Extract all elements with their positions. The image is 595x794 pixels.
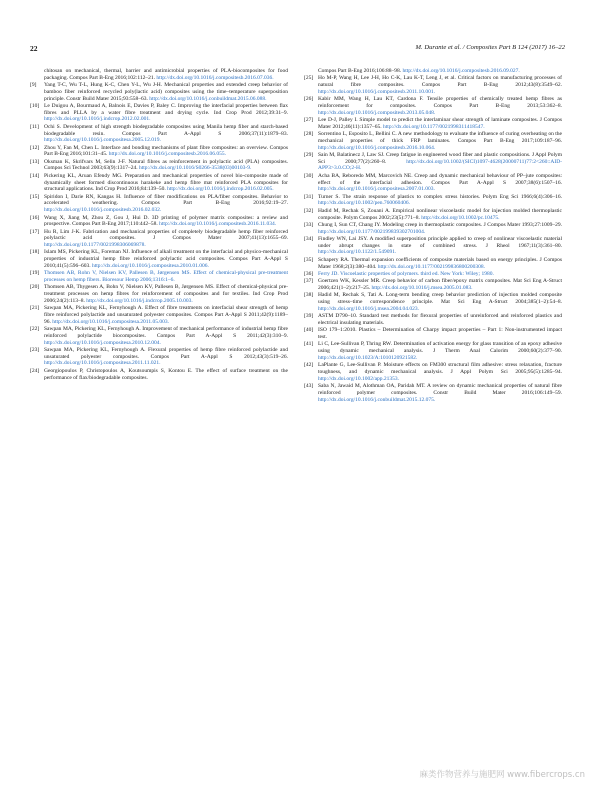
reference-entry [304,68,562,75]
reference-text: Pickering KL, Aruan Efendy MG. Preparation and mechanical properties of novel bio-composite made of dynamically sheet formed discontinuous harakeke and hemp fibre mat reinforced PLA composites for structural applications. Ind Crop Prod 2016;84:139–50. [44,172,288,193]
reference-number: [43] [304,383,314,390]
reference-link[interactable]: http://dx.doi.org/10.1016/j.compositesb.2016.09.027. [402,68,520,74]
reference-number: [19] [30,270,40,277]
reference-text: Sawpan MA, Pickering KL, Fernyhough A. Effect of fibre treatments on interfacial shear strength of hemp fibre reinforced polylactide and unsaturated polyester composites. Compos Part A-Appl S 2011;42(9):1189–96. [44,305,288,325]
reference-text: Oksman K, Skrifvars M, Selin J-F. Natural fibres as reinforcement in polylactic acid (PLA) composites. Compos Sci Technol 2003;63(9):1317–24. [44,158,288,172]
reference-text: Islam MS, Pickering KL, Foreman NJ. Influence of alkali treatment on the interfacial and physico-mechanical properties of industrial hemp fibre reinforced polylactic acid composites. Compos Part A-Appl S 2010;41(5):596–603. [44,249,288,269]
reference-number: [27] [304,117,314,124]
reference-link[interactable]: http://dx.doi.org/10.1016/j.msea.2005.01.083. [371,284,473,291]
reference-number: [14] [30,172,40,179]
reference-number: [37] [304,278,314,285]
reference-link[interactable]: http://dx.doi.org/10.1016/j.compositesb.2011.10.001. [318,88,436,95]
reference-entry [304,383,562,403]
reference-text: Turner S. The strain response of plastics to complex stress histories. Polym Eng Sci 1966;6(4):306–16. [318,193,562,200]
reference-number: [26] [304,96,314,103]
reference-number: [36] [304,270,314,277]
reference-text: Sawpan MA, Pickering KL, Fernyhough A. Flexural properties of hemp fibre reinforced polylactide and unsaturated polyester composites. Compos Part A-Appl S 2012;43(3):519–26. [44,346,288,360]
reference-number: [41] [304,341,314,348]
reference-link[interactable]: http://dx.doi.org/10.1177/0021998311418547. [383,123,485,130]
reference-text: Sawpan MA, Pickering KL, Fernyhough A. Improvement of mechanical performance of industrial hemp fibre reinforced polylactide biocomposites. Compos Part A-Appl S 2011;42(3):310–9. [44,326,288,339]
reference-text: Saba N, Jawaid M, Alothman OA, Paridah MT. A review on dynamic mechanical properties of natural fibre reinforced polymer composites. Constr Build Mater 2016;106:149–59. [318,383,562,396]
reference-text: Ho M-P, Wang H, Lee J-H, Ho C-K, Lau K-T, Leng J, et al. Critical factors on manufacturing processes of natural fibre composites. Compos Part B-Eng 2012;43(8):3549–62. [318,75,562,89]
reference-link[interactable]: http://dx.doi.org/10.1016/j.indcrop.2016.02.005. [167,186,274,193]
reference-text: Hadid M, Rechak S, Tati A. Long-term bending creep behavior prediction of injection molded composite using stress–time correspondence principle. Mat Sci Eng A-Struct 2004;385(1–2):54–8. [318,292,562,306]
reference-entry [30,215,288,229]
reference-number: [22] [30,326,40,333]
reference-number: [40] [304,327,314,334]
reference-number: [15] [30,193,40,200]
reference-text: Goertzen WK, Kessler MR. Creep behavior of carbon fiber/epoxy matrix composites. Mat Sci Eng A-Struct 2006;421(1–2):217–25. [318,278,562,291]
reference-link[interactable]: http://dx.doi.org/10.1016/S0266-3538(03)00103-9. [139,165,252,172]
reference-number: [16] [30,214,40,221]
reference-text: Yang T-C, Wu T-L, Hung K-C, Chen Y-L, Wu J-H. Mechanical properties and extended creep behavior of bamboo fiber reinforced recycled poly(lactic acid) composites using the time–temperature superposition principle. Constr Build Mater 2015;93:558–63. [44,82,288,102]
reference-entry [304,278,562,292]
reference-entry [30,249,288,269]
reference-text: Ochi S. Development of high strength biodegradable composites using Manila hemp fiber and starch-based biodegradable resin. Compos Part A-Appl S 2006;37(11):1879–83. [44,123,288,137]
reference-number: [17] [30,228,40,235]
reference-text: Sain M, Balatinecz J, Law SJ. Creep fatigue in engineered wood fiber and plastic compositions. J Appl Polym Sci 2000;77(2):260–8. [318,151,562,165]
reference-entry [30,305,288,325]
reference-number: [12] [30,144,40,151]
reference-link[interactable]: http://dx.doi.org/10.1016/j.compositesa.2005.12.019. [44,137,161,144]
reference-number: [29] [304,151,314,158]
reference-link[interactable]: http://dx.doi.org/10.1002/app.21353. [318,375,400,382]
reference-entry [304,75,562,95]
reference-link[interactable]: http://dx.doi.org/10.1016/j.compositesb.2016.06.055. [108,151,227,158]
reference-link[interactable]: http://dx.doi.org/10.1016/j.compositesb.2013.05.048. [318,109,436,116]
reference-number: [18] [30,249,40,256]
reference-link[interactable]: http://dx.doi.org/10.1016/j.compositesa.2011.11.021. [44,360,161,367]
reference-link[interactable]: http://dx.doi.org/10.1016/j.compositesa.2011.05.003. [52,318,169,325]
reference-text: Lee D-J, Palley I. Simple model to predict the interlaminar shear strength of laminate composites. J Compos Mater 2012;46(11):1357–65. [318,117,562,130]
reference-link[interactable]: http://dx.doi.org/10.1016/j.compositesa.2010.12.004. [44,339,161,346]
reference-entry [304,362,562,382]
reference-number: [9] [30,82,37,89]
reference-entry [304,257,562,271]
reference-text: ISO 179–1:2010. Plastics – Determination of Charpy impact properties – Part 1: Non-instrumented impact test. [318,327,562,340]
reference-entry [304,222,562,236]
reference-entry [304,327,562,341]
reference-link[interactable]: Ferry JD. Viscoelastic properties of polymers. third ed. New York: Wiley; 1980. [318,270,494,277]
reference-text: ASTM D790–10. Standard test methods for flexural properties of unreinforced and reinforced plastics and electrical insulating materials. [318,313,562,326]
reference-entry [30,347,288,367]
reference-text: chitosan on mechanical, thermal, barrier and antimicrobial properties of PLA-biocomposites for food packaging. Compos Part B-Eng 2016;102:112–21. [44,68,288,81]
reference-number: [10] [30,102,40,109]
reference-number: [34] [304,235,314,242]
reference-number: [20] [30,284,40,291]
reference-entry [304,313,562,327]
reference-entry [304,173,562,193]
reference-link[interactable]: http://dx.doi.org/10.1016/j.compositesa.2007.01.003. [318,186,435,193]
reference-entry [304,236,562,256]
reference-link[interactable]: http://dx.doi.org/10.1016/j.compositesa.2010.01.006. [91,262,209,269]
reference-list-right [304,68,562,404]
reference-text: Chung I, Sun CT, Chang IY. Modeling creep in thermoplastic composites. J Compos Mater 1993;27:1009–29. [318,221,562,228]
reference-entry [30,368,288,382]
reference-link[interactable]: http://dx.doi.org/10.1016/j.indcrop.2005.10.003. [86,297,193,304]
reference-entry [30,124,288,144]
reference-text: Schapery RA. Thermal expansion coefficients of composite materials based on energy principles. J Compos Mater 1968;2(3):380–404. [318,256,562,270]
reference-entry [304,194,562,208]
reference-number: [35] [304,256,314,263]
reference-entry [30,270,288,284]
reference-link[interactable]: http://dx.doi.org/10.1177/002199836800200308. [377,263,485,270]
page-header [30,44,565,54]
watermark: 麻类作物营养与施肥网 www.fibercrops.cn [419,770,585,780]
reference-number: [25] [304,75,314,82]
reference-entry [304,96,562,116]
reference-number: [38] [304,292,314,299]
reference-entry [30,173,288,193]
reference-link[interactable]: http://dx.doi.org/10.1016/j.conbuildmat.2015.06.088. [149,95,267,102]
reference-link[interactable]: http://dx.doi.org/10.1016/j.compositesb.2016.10.064. [318,144,436,151]
reference-link[interactable]: http://dx.doi.org/10.1002/pen.760060406. [318,200,411,207]
reference-number: [21] [30,305,40,312]
reference-text: Hu R, Lim J-K. Fabrication and mechanical properties of completely biodegradable hemp fiber reinforced polylactic acid composites. J Compos Mater 2007;41(13):1655–69. [44,228,288,242]
reference-text: Hadid M, Rechak S, Zouani A. Empirical nonlinear viscoelastic model for injection molded thermoplastic composite. Polym Compos 2002;23(5):771–8. [318,207,562,221]
reference-link[interactable]: http://dx.doi.org/10.1016/j.msea.2004.04.023. [318,305,420,312]
reference-text: Zhou Y, Fan M, Chen L. Interface and bonding mechanisms of plant fibre composites: an overview. Compos Part B-Eng 2016;101:31–45. [44,144,288,158]
reference-entry [304,152,562,172]
reference-number: [11] [30,123,39,130]
reference-entry [30,159,288,173]
reference-number: [23] [30,346,40,353]
reference-number: [31] [304,193,314,200]
reference-text: Thomsen AB, Thygesen A, Bohn V, Nielsen KV, Pallesen B, Jørgensen MS. Effect of chemical-physical pre-treatment processes on hemp fibres for reinforcement of composites and for textiles. Ind Crop Prod 2006;24(2):113–8. [44,284,288,304]
reference-entry [30,145,288,159]
reference-number: [28] [304,131,314,138]
reference-link[interactable]: http://dx.doi.org/10.1016/j.indcrop.2012.02.001. [44,116,151,123]
reference-text: Sorrentino L, Esposito L, Bellini C. A new methodology to evaluate the influence of curing overheating on the mechanical properties of thick FRP laminates. Compos Part B-Eng 2017;109:187–96. [318,131,562,144]
reference-entry [30,229,288,249]
reference-entry [30,194,288,214]
journal-reference: M. Durante et al. / Composites Part B 124 (2017) 16–22 [415,44,565,51]
reference-text: Compos Part B-Eng 2016;106:88–98. [318,68,403,74]
reference-entry [304,131,562,151]
reference-number: [32] [304,207,314,214]
reference-text: Spiridon I, Darie RN, Kangas H. Influence of fiber modifications on PLA/fiber composites. Behavior to accelerated weathering. Compos Part B-Eng 2016;92:19–27. [44,193,288,207]
reference-number: [42] [304,362,314,369]
reference-link[interactable]: http://dx.doi.org/10.1016/j.compositesb.2016.02.032. [44,207,162,214]
reference-text: Kabir MM, Wang H, Lau KT, Cardona F. Tensile properties of chemically treated hemp fibres as reinforcement for composites. Compos Part B-Eng 2013;53:362–8. [318,96,562,109]
reference-entry [30,284,288,304]
reference-text: Findley WN, Lai JSY. A modified superposition principle applied to creep of nonlinear viscoelastic material under abrupt changes in state of combined stress. J Rheol 1967;11(3):361–80. [318,235,562,249]
reference-entry [304,271,562,278]
reference-link[interactable]: http://dx.doi.org/10.1002/pc.10475. [421,214,500,221]
reference-link[interactable]: Thomsen AB, Rohn V, Nielsen KV, Pallesen B, Jørgensen MS. Effect of chemical-physical pre-treatment processes on hemp fibers. Bioresour Hemp 2006;1316:1–6. [44,270,288,284]
reference-text: Le Duigou A, Bourmaud A, Balnois E, Davies P, Baley C. Improving the interfacial properties between flax fibres and PLLA by a water fibre treatment and drying cycle. Ind Crop Prod 2012;39:31–9. [44,102,288,116]
reference-link[interactable]: http://dx.doi.org/10.1023/A:1010120921582. [318,354,418,361]
reference-entry [30,82,288,102]
reference-text: Li C, Lee-Sullivan P, Thring RW. Determination of activation energy for glass transition of an epoxy adhesive using dynamic mechanical analysis. J Therm Anal Calorim 2000;60(2):377–90. [318,341,562,355]
reference-entry [304,117,562,131]
reference-entry [304,292,562,312]
reference-number: [24] [30,367,40,374]
page-number: 22 [30,44,38,53]
reference-link[interactable]: http://dx.doi.org/10.1016/j.compositesb.2016.07.036. [156,74,274,81]
reference-entry [304,341,562,361]
reference-link[interactable]: http://dx.doi.org/10.1016/j.compositesb.2016.11.034. [159,221,277,228]
reference-text: Georgiopoulos P, Christopoulos A, Koutsoumpis S, Kontou E. The effect of surface treatment on the performance of flax/biodegradable composites. [44,367,288,381]
reference-link[interactable]: http://dx.doi.org/10.1002/(SICI)1097-4628(20000711)77:2<260::AID-APP3>3.0.CO;2-H. [318,158,562,172]
reference-entry [30,103,288,123]
reference-list-left [30,68,288,382]
reference-entry [304,208,562,222]
reference-link[interactable]: http://dx.doi.org/10.1122/1.549091. [318,249,397,256]
reference-text: LaPlante G, Lee-Sullivan P. Moisture effects on FM300 structural film adhesive: stress relaxation, fracture toughness, and dynamic mechanical analysis. J Appl Polym Sci 2005;95(5):1285–94. [318,362,562,375]
reference-number: [33] [304,221,314,228]
reference-number: [39] [304,313,314,320]
reference-number: [30] [304,172,314,179]
reference-entry [30,326,288,346]
reference-number: [13] [30,158,40,165]
reference-link[interactable]: http://dx.doi.org/10.1016/j.conbuildmat.2015.12.075. [318,396,436,403]
reference-text: Wang X, Jiang M, Zhou Z, Gou J, Hui D. 3D printing of polymer matrix composites: a review and prospective. Compos Part B-Eng 2017;110:442–58. [44,214,288,228]
reference-link[interactable]: http://dx.doi.org/10.1177/0021998306069878. [44,242,146,249]
reference-link[interactable]: http://dx.doi.org/10.1177/002199839302701004. [318,228,426,235]
reference-text: Acha BA, Reboredo MM, Marcovich NE. Creep and dynamic mechanical behaviour of PP–jute composites: effect of the interfacial adhesion. Compos Part A-Appl S 2007;38(6):1507–16. [318,172,562,186]
reference-entry [30,68,288,82]
